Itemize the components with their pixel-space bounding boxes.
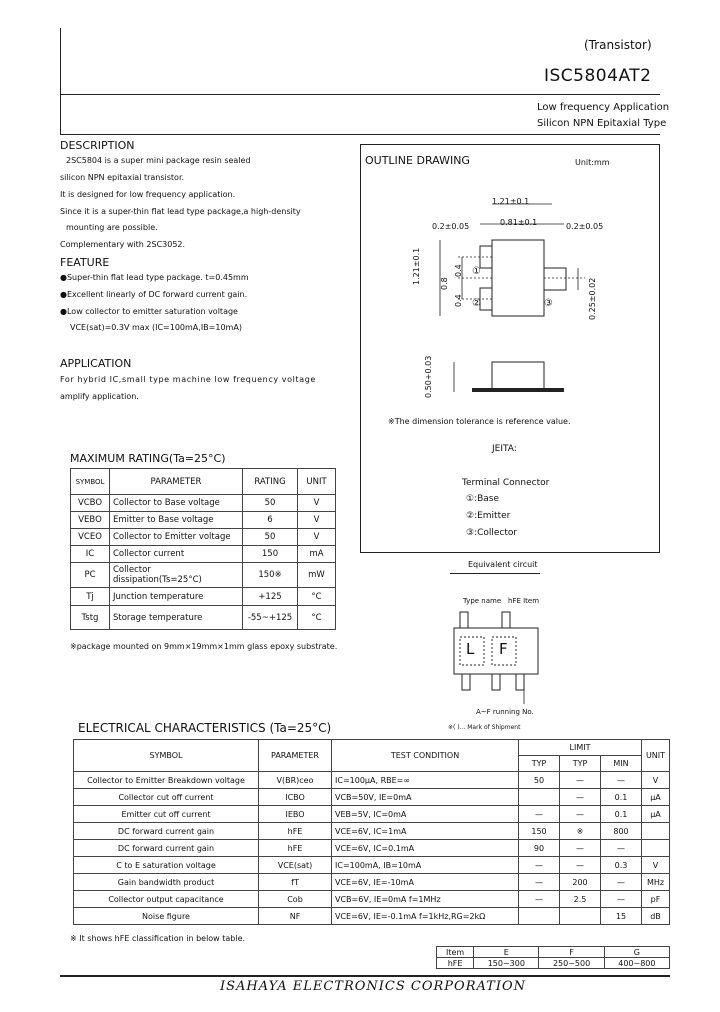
header-cell: PARAMETER	[110, 469, 243, 495]
table-row: DC forward current gain hFE VCE=6V, IC=1mA 150 ※ 800	[74, 823, 670, 840]
header-rule	[60, 94, 660, 95]
outline-title: OUTLINE DRAWING	[365, 154, 470, 167]
header-cell: SYMBOL	[71, 469, 110, 495]
electrical-footnote: ※ It shows hFE classification in below table.	[70, 934, 246, 943]
equivalent-title: Equivalent circuit	[468, 560, 538, 569]
dim-height-total: 1.21±0.1	[412, 247, 421, 285]
max-rating-header-row	[71, 469, 336, 495]
description-line: 2SC5804 is a super mini package resin sealed	[66, 156, 251, 165]
header-left-rule	[60, 28, 61, 134]
marking-diagram	[440, 604, 550, 724]
hfe-mark: F	[499, 640, 508, 658]
dim-lead-right: 0.2±0.05	[566, 222, 604, 231]
table-row: Gain bandwidth product fT VCE=6V, IE=-10mA — 200 — MHz	[74, 874, 670, 891]
pin-3-label: ③	[544, 298, 553, 309]
footer-company: ISAHAYA ELECTRONICS CORPORATION	[220, 979, 526, 994]
silicon-type: Silicon NPN Epitaxial Type	[537, 118, 667, 129]
dim-pitch-b: 0.4	[454, 294, 463, 307]
application-type: Low frequency Application	[537, 102, 670, 113]
description-line: Complementary with 2SC3052.	[60, 240, 186, 249]
header-cell: UNIT	[298, 469, 336, 495]
pin-2-label: ②	[472, 298, 481, 309]
max-rating-table	[70, 468, 336, 630]
table-row: Tj Junction temperature +125 °C	[71, 588, 336, 606]
table-row: Item E F G	[437, 947, 670, 958]
table-row: VCBO Collector to Base voltage 50 V	[71, 495, 336, 512]
dim-lead-width: 0.25±0.02	[588, 277, 597, 320]
terminal-title: Terminal Connector	[462, 478, 550, 488]
electrical-header-row: SYMBOL PARAMETER TEST CONDITION LIMIT UNIT	[74, 740, 670, 756]
table-row: VCEO Collector to Emitter voltage 50 V	[71, 529, 336, 546]
lead-frame-side	[472, 388, 564, 392]
table-row: hFE 150~300 250~500 400~800	[437, 958, 670, 969]
feature-line: ●Super-thin flat lead type package. t=0.45mm	[60, 273, 249, 282]
table-row: Collector to Emitter Breakdown voltage V(BR)ceo IC=100μA, RBE=∞ 50 — — V	[74, 772, 670, 789]
dim-thickness: 0.50+0.03	[424, 355, 433, 398]
feature-line: ●Low collector to emitter saturation voltage	[60, 307, 238, 316]
header-cell: RATING	[243, 469, 298, 495]
type-mark: L	[466, 640, 475, 658]
part-number: ISC5804AT2	[544, 66, 652, 86]
hfe-class-table	[436, 946, 670, 969]
description-line: mounting are possible.	[66, 223, 158, 232]
type-name-label: Type name	[463, 597, 502, 605]
electrical-table	[73, 739, 670, 925]
application-title: APPLICATION	[60, 357, 132, 370]
footer-rule	[60, 975, 670, 977]
table-row: Tstg Storage temperature -55~+125 °C	[71, 606, 336, 630]
pin-1-label: ①	[472, 266, 481, 277]
outline-unit: Unit:mm	[575, 158, 610, 167]
dim-height-body: 0.8	[440, 277, 449, 290]
max-rating-title: MAXIMUM RATING(Ta=25°C)	[70, 452, 226, 465]
equivalent-underline	[450, 573, 540, 574]
dim-lead-left: 0.2±0.05	[432, 222, 470, 231]
terminal-collector: ③:Collector	[466, 528, 518, 538]
jeita-label: JEITA:	[492, 444, 517, 454]
table-row: Collector output capacitance Cob VCB=6V, IE=0mA f=1MHz — 2.5 — pF	[74, 891, 670, 908]
package-side-view	[492, 362, 544, 390]
category-label: (Transistor)	[584, 38, 652, 52]
electrical-subheader-row: TYP TYP MIN	[74, 756, 670, 772]
outline-note: ※The dimension tolerance is reference value.	[388, 417, 571, 426]
max-rating-footnote: ※package mounted on 9mm×19mm×1mm glass epoxy substrate.	[70, 642, 338, 651]
shipment-note: ※( )... Mark of Shipment	[448, 724, 521, 731]
feature-title: FEATURE	[60, 256, 110, 269]
description-line: It is designed for low frequency application.	[60, 190, 236, 199]
feature-line: VCE(sat)=0.3V max (IC=100mA,IB=10mA)	[70, 323, 242, 332]
lot-label: A~F running No.	[476, 708, 534, 716]
description-title: DESCRIPTION	[60, 139, 135, 152]
table-row: Collector cut off current ICBO VCB=50V, IE=0mA — 0.1 μA	[74, 789, 670, 806]
dim-width-total: 1.21±0.1	[492, 197, 530, 206]
table-row: PC Collector dissipation(Ts=25°C) 150※ mW	[71, 563, 336, 588]
header-bottom-rule	[60, 134, 660, 135]
table-row: Emitter cut off current IEBO VEB=5V, IC=0mA — — 0.1 μA	[74, 806, 670, 823]
table-row: DC forward current gain hFE VCE=6V, IC=0.1mA 90 — —	[74, 840, 670, 857]
terminal-base: ①:Base	[466, 494, 500, 504]
application-line: amplify application.	[60, 392, 139, 401]
package-body	[492, 240, 544, 316]
dim-width-body: 0.81±0.1	[500, 218, 538, 227]
table-row: IC Collector current 150 mA	[71, 546, 336, 563]
table-row: Noise figure NF VCE=6V, IE=-0.1mA f=1kHz,RG=2kΩ 15 dB	[74, 908, 670, 925]
table-row: C to E saturation voltage VCE(sat) IC=100mA, IB=10mA — — 0.3 V	[74, 857, 670, 874]
description-line: silicon NPN epitaxial transistor.	[60, 173, 185, 182]
feature-line: ●Excellent linearly of DC forward current gain.	[60, 290, 248, 299]
lead-3	[544, 268, 566, 290]
description-line: Since it is a super-thin flat lead type package,a high-density	[60, 207, 301, 216]
table-row: VEBO Emitter to Base voltage 6 V	[71, 512, 336, 529]
application-line: For hybrid IC,small type machine low frequency voltage	[60, 375, 316, 384]
terminal-emitter: ②:Emitter	[466, 511, 511, 521]
dim-pitch-a: 0.4	[454, 264, 463, 277]
electrical-title: ELECTRICAL CHARACTERISTICS (Ta=25°C)	[78, 721, 332, 735]
hfe-item-label: hFE Item	[508, 597, 540, 605]
